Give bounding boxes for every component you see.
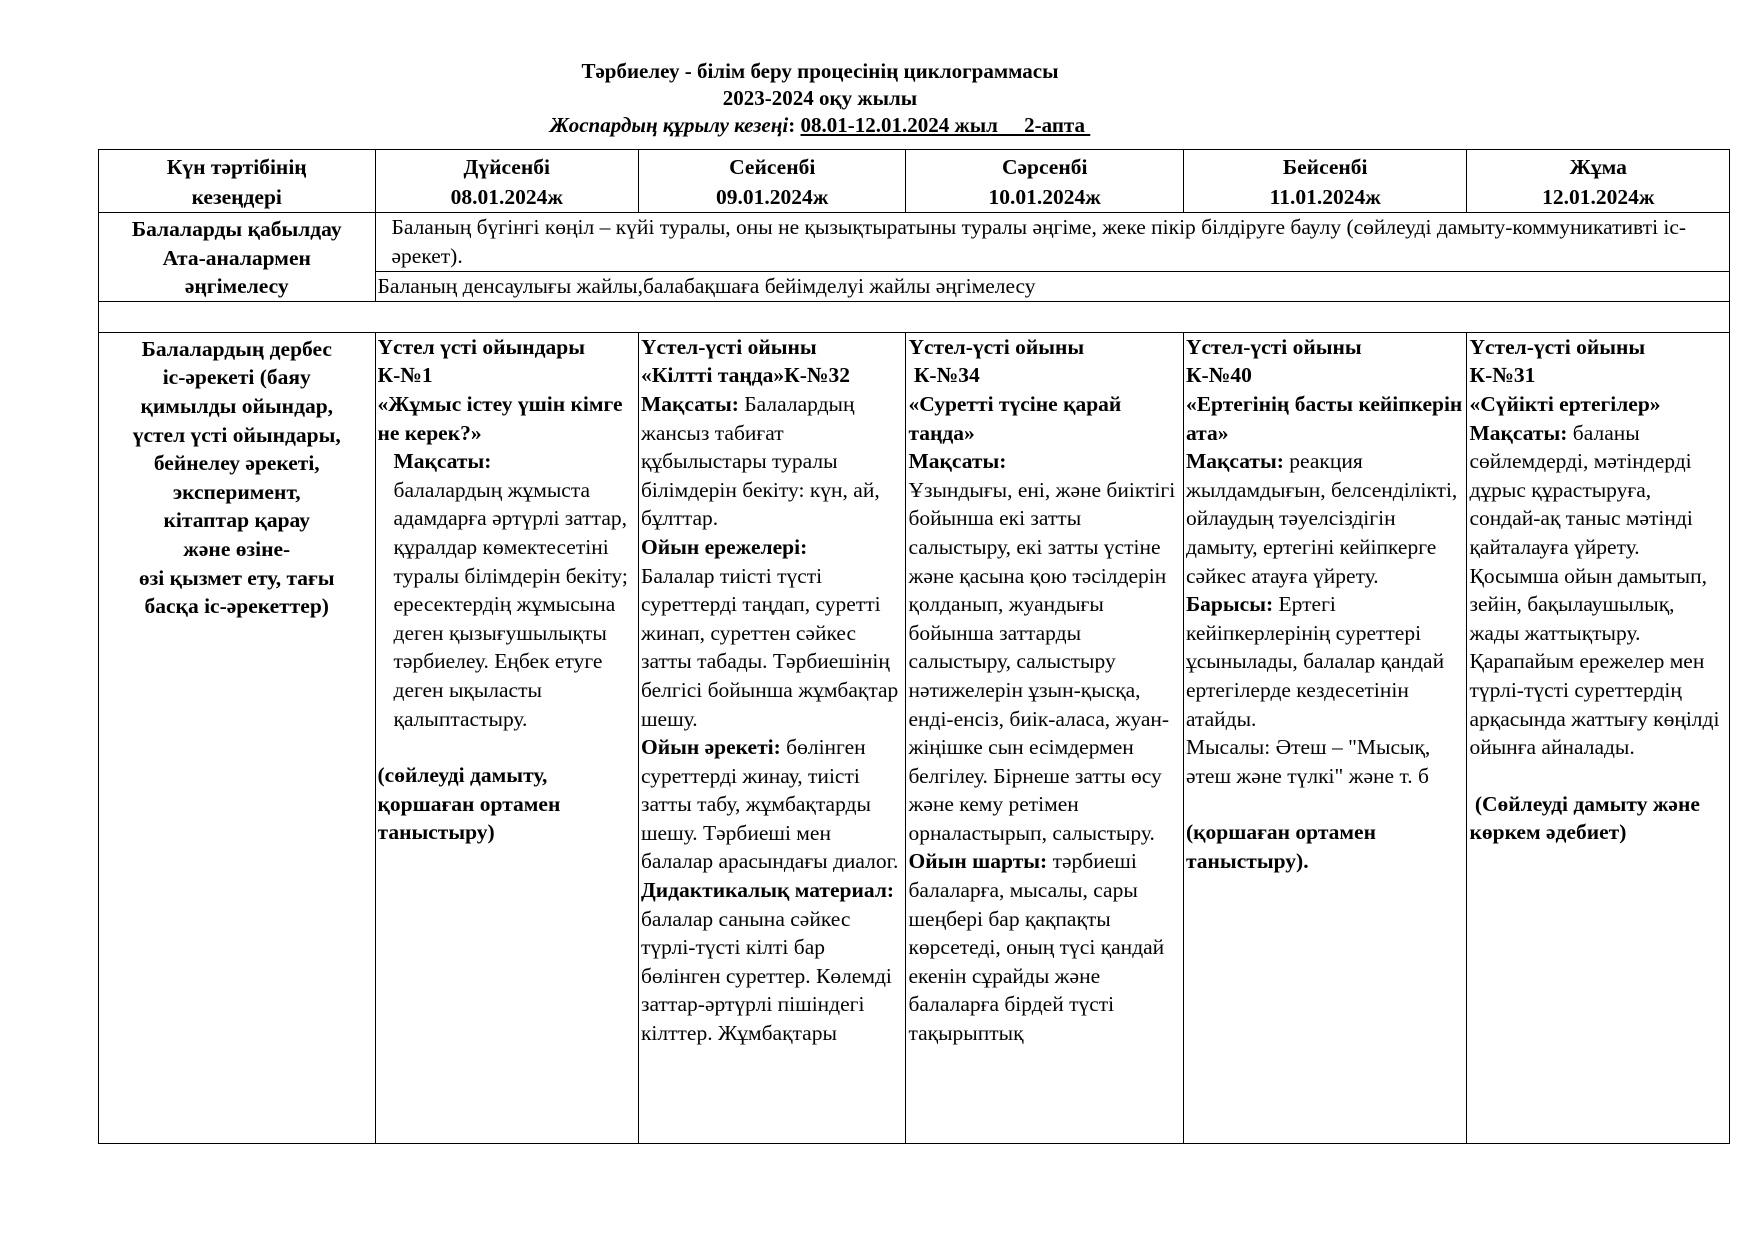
thursday-activity-cell	[1183, 332, 1467, 1143]
day-name: Сейсенбі	[729, 155, 816, 179]
thu-course-text: Ертегі кейіпкерлерінің суреттері ұсынылады, балалар қандай ертегілерде кездесетінін атайды.	[1185, 592, 1445, 731]
fri-goal-text: баланы сөйлемдерді, мәтіндерді дұрыс құрастыруға, сондай-ақ таныс мәтінді қайталауға үйрету. Қосымша ойын дамытып, зейін, бақылаушылық, жады жаттықтыру. Қарапайым ережелер мен түрлі-түсті суреттердің арқасында жаттығу көңілді ойынға айналады.	[1469, 420, 1720, 760]
day-name: Сәрсенбі	[1001, 155, 1088, 179]
activity-stage-cell	[99, 332, 376, 1143]
cyclogram-table	[98, 149, 1730, 1144]
plan-period-label: Жоспардың құрылу кезеңі	[549, 113, 789, 137]
spacer	[378, 733, 636, 761]
mon-goal-text: балалардың жұмыста адамдарға әртүрлі заттар, құралдар көмектесетіні туралы білімдерін бекіту; ересектердің жұмысына деген қызығушылықты тәрбиелеу. Еңбек етуге деген ықыласты қалыптастыру.	[393, 477, 628, 731]
day-date: 09.01.2024ж	[716, 185, 829, 209]
thu-area: (қоршаған ортамен таныстыру).	[1185, 820, 1376, 873]
thu-goal	[1186, 447, 1465, 590]
day-header-thursday	[1183, 150, 1467, 213]
wed-title1: Үстел-үсті ойыны	[908, 334, 1085, 359]
mon-area: (сөйлеуді дамыту, қоршаған ортамен таныстыру)	[377, 763, 561, 845]
activity-stage-line: кітаптар қарау	[163, 508, 310, 533]
reception-mood-text: Баланың бүгінгі көңіл – күйі туралы, оны не қызықтыратыны туралы әңгіме, жеке пікір білдіруге баулу (сөйлеуді дамыту-коммуникативті іс-әрекет).	[375, 213, 1730, 272]
activity-stage-line: басқа іс-әрекеттер)	[144, 594, 329, 619]
activity-stage-line: үстел үсті ойындары,	[132, 422, 341, 447]
tue-action-text: бөлінген суреттерді жинау, тиісті затты табу, жұмбақтарды шешу. Тәрбиеші мен балалар арасындағы диалог.	[640, 735, 899, 874]
stage-column-header	[99, 150, 376, 213]
fri-title2: К-№31	[1469, 363, 1536, 388]
thu-goal-text: реакция жылдамдығын, белсенділікті, ойлаудың тәуелсіздігін дамыту, ертегіні кейіпкерге сәйкес атауға үйрету.	[1185, 449, 1458, 588]
wednesday-activity-cell	[906, 332, 1184, 1143]
wed-title2: К-№34	[908, 363, 980, 388]
spacer	[1469, 762, 1727, 790]
empty-cell	[99, 301, 1730, 332]
reception-stage-line3: әңгімелесу	[184, 274, 289, 299]
document-header	[330, 58, 1310, 139]
tue-material	[641, 876, 903, 1048]
day-name: Дүйсенбі	[463, 155, 550, 179]
activity-stage-lines	[101, 335, 373, 1143]
table-header-row	[99, 150, 1730, 213]
day-header-wednesday	[906, 150, 1184, 213]
activity-stage-line: Балалардың дербес	[141, 336, 332, 361]
activity-stage-line: іс-әрекеті (баяу	[162, 365, 311, 390]
reception-row-1	[99, 213, 1730, 272]
day-header-monday	[375, 150, 638, 213]
tue-title1: Үстел-үсті ойыны	[640, 334, 817, 359]
fri-title1: Үстел-үсті ойыны	[1469, 334, 1646, 359]
mon-goal-label: Мақсаты:	[393, 449, 492, 474]
tue-material-label: Дидактикалық материал:	[640, 878, 895, 903]
tue-material-text: балалар санына сәйкес түрлі-түсті кілті бар бөлінген суреттер. Көлемді заттар-әртүрлі пішіндегі кілттер. Жұмбақтары	[640, 906, 892, 1046]
tue-goal	[641, 390, 903, 533]
friday-activity-cell	[1467, 332, 1730, 1143]
tue-rules-label: Ойын ережелері:	[640, 534, 808, 559]
day-name: Жұма	[1569, 155, 1627, 179]
day-header-friday	[1467, 150, 1730, 213]
fri-title3: «Сүйікті ертегілер»	[1469, 391, 1661, 416]
tue-goal-label: Мақсаты:	[640, 391, 739, 416]
stage-header-line1: Күн тәртібінің	[166, 155, 307, 179]
fri-goal	[1469, 419, 1727, 762]
thu-title1: Үстел-үсті ойыны	[1185, 334, 1362, 359]
thu-title2: К-№40	[1185, 363, 1252, 388]
tuesday-activity-cell	[638, 332, 905, 1143]
activity-stage-line: эксперимент,	[172, 479, 301, 504]
wed-cond-text: тәрбиеші балаларға, мысалы, сары шеңбері бар қақпақты көрсетеді, оның түсі қандай екенін сұрайды және балаларға бірдей түсті тақырыптық	[908, 849, 1165, 1046]
activity-stage-line: және өзіне-	[183, 536, 291, 561]
wed-goal-text: Ұзындығы, ені, және биіктігі бойынша екі затты салыстыру, екі затты үстіне және қасына қою тәсілдерін қолданып, жуандығы бойынша заттарды салыстыру, салыстыру нәтижелерін ұзын-қысқа, енді-енсіз, биік-аласа, жуан-жіңішке сын есімдермен белгілеу. Бірнеше затты өсу және кему ретімен орналастырып, салыстыру.	[908, 477, 1176, 845]
plan-period-value: 08.01-12.01.2024 жыл 2-апта	[800, 113, 1091, 137]
spacer	[1186, 790, 1465, 818]
empty-row	[99, 301, 1730, 332]
tue-title2: «Кілтті таңда»К-№32	[640, 363, 851, 388]
plan-period-line: Жоспардың құрылу кезеңі: 08.01-12.01.2024 жыл 2-апта	[549, 113, 1091, 137]
wed-title3: «Суретті түсіне қарай таңда»	[908, 391, 1122, 445]
thu-course-label: Барысы:	[1185, 592, 1274, 617]
fri-goal-label: Мақсаты:	[1469, 420, 1568, 445]
activity-stage-line: бейнелеу әрекеті,	[153, 451, 320, 476]
reception-health-text: Баланың денсаулығы жайлы,балабақшаға бейімделуі жайлы әңгімелесу	[375, 271, 1730, 301]
tue-goal-text: Балалардың жансыз табиғат құбылыстары туралы білімдерін бекіту: күн, ай, бұлттар.	[640, 391, 880, 531]
tue-rules-text: Балалар тиісті түсті суреттерді таңдап, суретті жинап, суреттен сәйкес затты табады. Тәрбиешінің белгісі бойынша жұмбақтар шешу.	[640, 563, 899, 731]
day-date: 08.01.2024ж	[450, 185, 563, 209]
fri-area: (Сөйлеуді дамыту және көркем әдебиет)	[1469, 791, 1706, 845]
day-header-tuesday	[638, 150, 905, 213]
tue-action-label: Ойын әрекеті:	[640, 735, 781, 760]
wed-cond-label: Ойын шарты:	[908, 849, 1048, 874]
mon-title2: К-№1	[377, 363, 433, 388]
academic-year: 2023-2024 оқу жылы	[722, 86, 918, 110]
thu-goal-label: Мақсаты:	[1185, 449, 1284, 474]
monday-activity-cell	[375, 332, 638, 1143]
day-date: 12.01.2024ж	[1542, 185, 1655, 209]
activity-stage-line: өзі қызмет ету, тағы	[138, 565, 335, 590]
thu-course	[1186, 590, 1465, 733]
thu-title3: «Ертегінің басты кейіпкерін ата»	[1185, 391, 1463, 445]
reception-stage-line1: Балаларды қабылдау	[131, 217, 342, 241]
mon-title3: «Жұмыс істеу үшін кімге не керек?»	[377, 391, 623, 445]
tue-action	[641, 733, 903, 876]
day-date: 11.01.2024ж	[1269, 185, 1381, 209]
day-date: 10.01.2024ж	[988, 185, 1101, 209]
wed-cond	[908, 847, 1181, 1047]
reception-stage-cell	[99, 213, 376, 302]
document-title: Тәрбиелеу - білім беру процесінің циклограммасы	[581, 59, 1059, 83]
wed-goal-label: Мақсаты:	[908, 449, 1007, 474]
activity-row	[99, 332, 1730, 1143]
thu-example: Мысалы: Әтеш – "Мысық, әтеш және түлкі" және т. б	[1185, 735, 1431, 788]
day-name: Бейсенбі	[1282, 155, 1368, 179]
activity-stage-line: қимылды ойындар,	[140, 393, 334, 418]
stage-header-line2: кезеңдері	[191, 185, 282, 209]
mon-title1: Үстел үсті ойындары	[377, 334, 585, 359]
reception-stage-line2: Ата-аналармен	[162, 245, 311, 270]
